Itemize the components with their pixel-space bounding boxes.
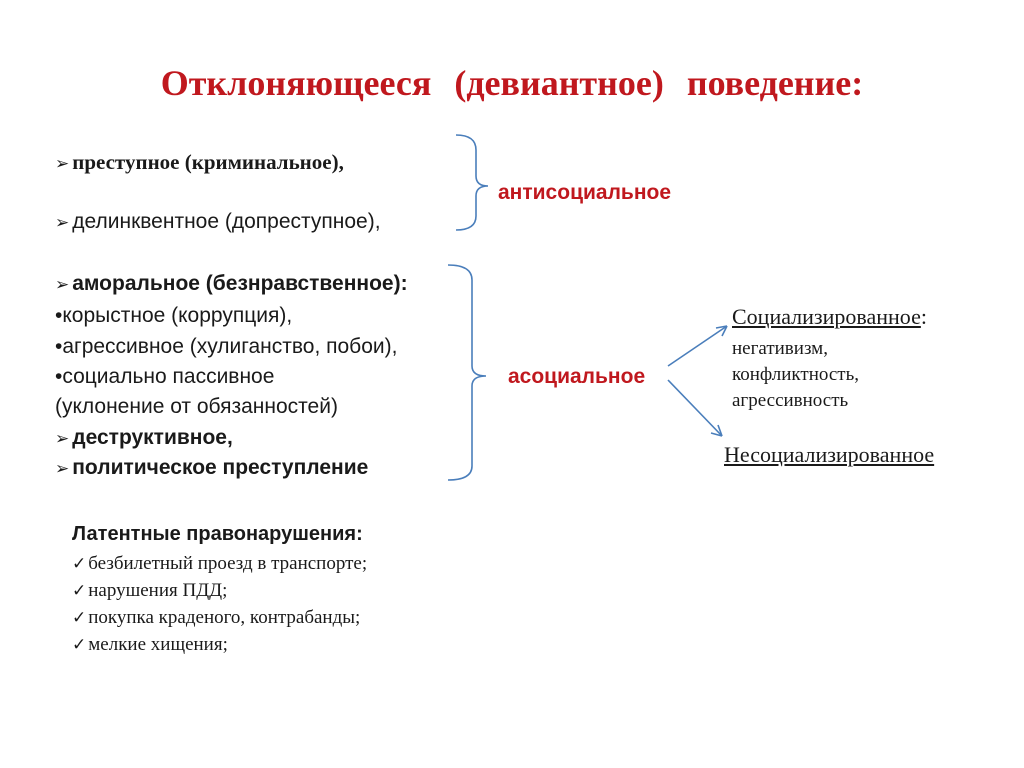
arrow-bullet-icon: ➢ xyxy=(55,275,70,295)
list-item-delinquent: ➢ делинквентное (допреступное), xyxy=(55,210,381,233)
branch-socialized: Социализированное: xyxy=(732,304,927,329)
bracket-antisocial xyxy=(456,135,488,230)
socialized-trait: конфликтность, xyxy=(732,364,859,385)
arrow-to-socialized xyxy=(668,326,727,366)
socialized-trait: агрессивность xyxy=(732,390,849,411)
bullet-item-passive: •социально пассивное xyxy=(55,365,275,388)
bracket-asocial xyxy=(448,265,486,480)
check-icon: ✓ xyxy=(72,554,87,574)
list-item-political: ➢ политическое преступление xyxy=(55,456,369,479)
arrow-to-unsocialized xyxy=(668,380,722,436)
arrow-bullet-icon: ➢ xyxy=(55,213,70,233)
arrow-bullet-icon: ➢ xyxy=(55,429,70,449)
page-title: Отклоняющееся (девиантное) поведение: xyxy=(160,63,864,103)
branch-unsocialized: Несоциализированное xyxy=(724,442,935,467)
list-item-destructive: ➢ деструктивное, xyxy=(55,426,233,449)
category-antisocial: антисоциальное xyxy=(498,181,672,204)
latent-item: ✓ мелкие хищения; xyxy=(72,634,228,655)
check-icon: ✓ xyxy=(72,635,87,655)
latent-item: ✓ безбилетный проезд в транспорте; xyxy=(72,553,368,574)
bullet-item-aggressive: •агрессивное (хулиганство, побои), xyxy=(55,335,398,358)
latent-item: ✓ нарушения ПДД; xyxy=(72,580,228,601)
arrow-bullet-icon: ➢ xyxy=(55,154,70,174)
list-item-criminal: ➢ преступное (криминальное), xyxy=(55,150,344,174)
check-icon: ✓ xyxy=(72,608,87,628)
latent-item: ✓ покупка краденого, контрабанды; xyxy=(72,607,361,628)
check-icon: ✓ xyxy=(72,581,87,601)
arrow-bullet-icon: ➢ xyxy=(55,459,70,479)
latent-heading: Латентные правонарушения: xyxy=(72,523,363,545)
bullet-item-passive-cont: (уклонение от обязанностей) xyxy=(55,395,338,418)
bullet-item-corrupt: •корыстное (коррупция), xyxy=(55,304,293,327)
category-asocial: асоциальное xyxy=(508,365,646,388)
list-item-amoral: ➢ аморальное (безнравственное): xyxy=(55,272,408,295)
socialized-trait: негативизм, xyxy=(732,338,828,359)
